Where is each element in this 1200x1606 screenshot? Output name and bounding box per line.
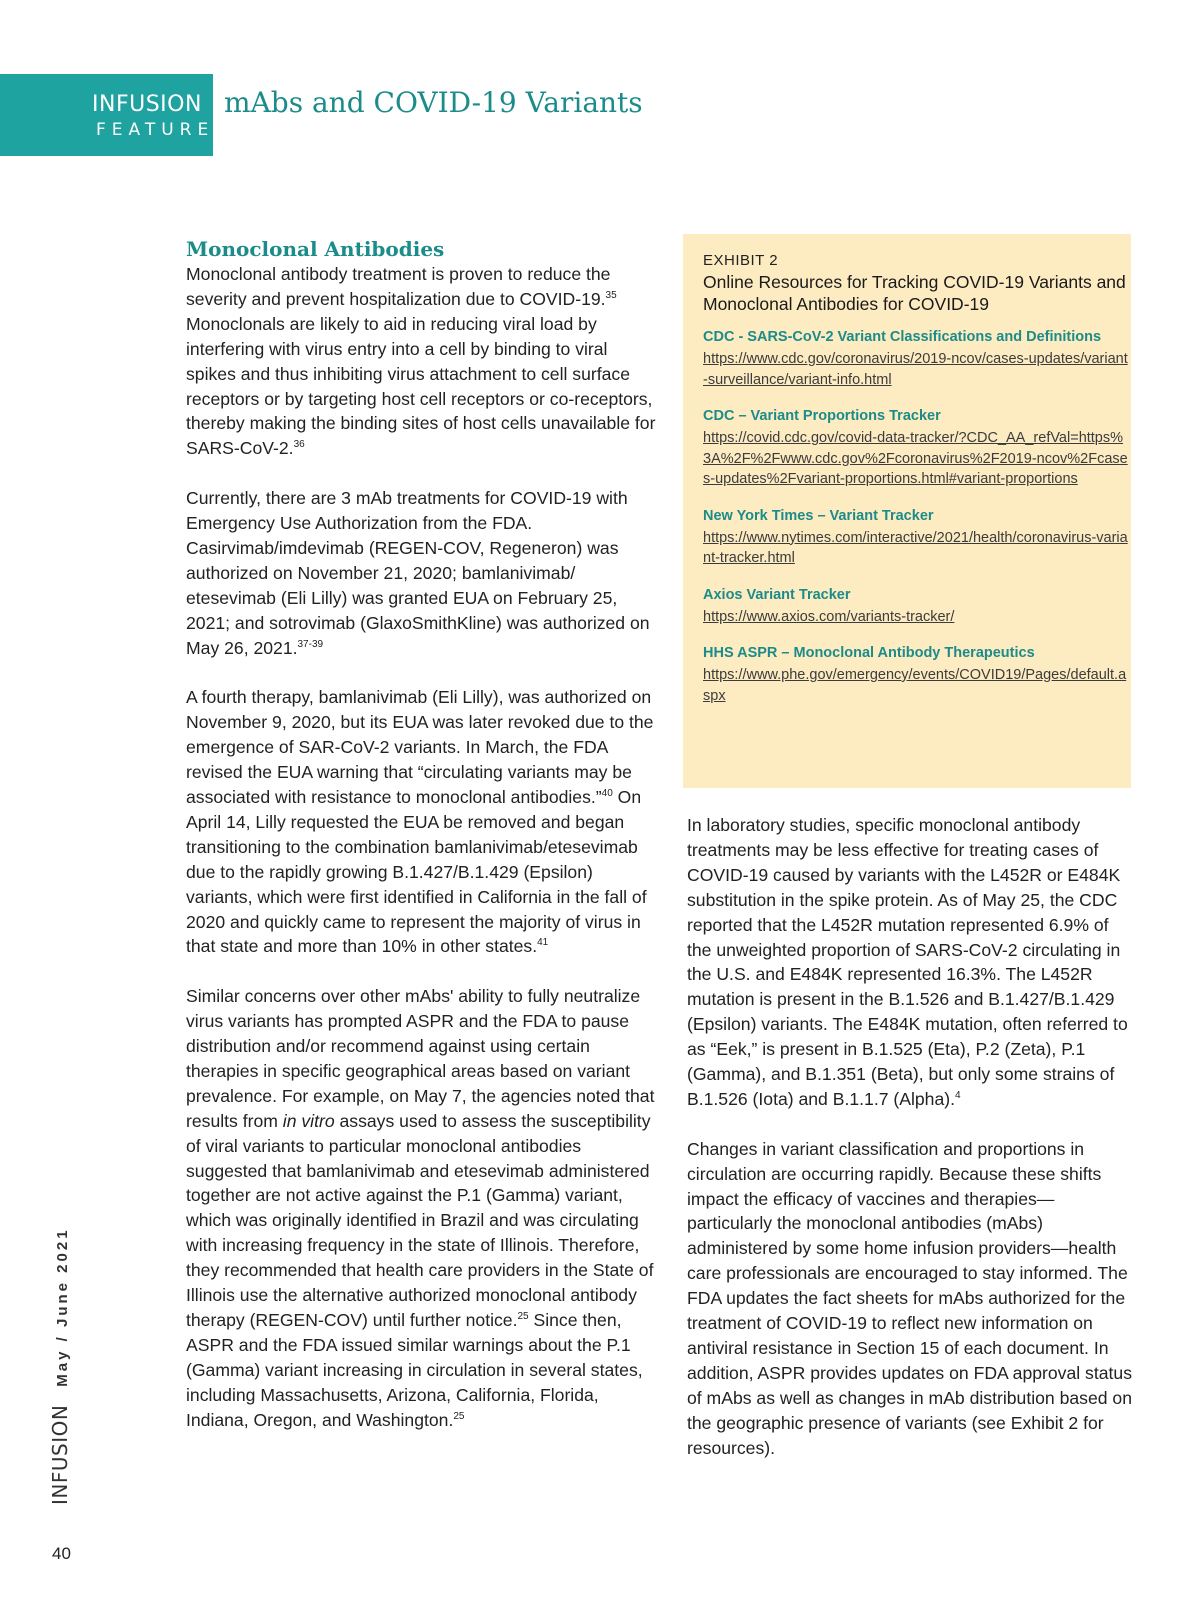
- brand-logo: INFUSION: [92, 92, 202, 117]
- feature-banner: [0, 74, 213, 156]
- citation: 40: [601, 788, 613, 800]
- citation: 36: [293, 439, 305, 451]
- resource-name: CDC - SARS-CoV-2 Variant Classifications and Definitions: [703, 329, 1102, 345]
- resource-name: New York Times – Variant Tracker: [703, 507, 934, 524]
- resource-link[interactable]: https://www.nytimes.com/interactive/2021/health/coronavirus-variant-tracker.html: [703, 529, 1128, 566]
- side-brand: INFUSION: [48, 1404, 72, 1505]
- resource-item: [703, 406, 1131, 490]
- exhibit-title: Online Resources for Tracking COVID-19 Variants and Monoclonal Antibodies for COVID-19: [703, 272, 1126, 314]
- resource-link[interactable]: https://covid.cdc.gov/covid-data-tracker/?CDC_AA_refVal=https%3A%2F%2Fwww.cdc.gov%2Fcoronavirus%2F2019-ncov%2Fcases-updates%2Fvariant-proportions.html#variant-proportions: [703, 430, 1128, 487]
- resource-link[interactable]: https://www.axios.com/variants-tracker/: [703, 608, 955, 625]
- paragraph: Similar concerns over other mAbs' ability to fully neutralize virus variants has prompted ASPR and the FDA to pause distribution and/or recommend against using certain therapies in specific geographical areas based on variant prevalence. For example, on May 7, the agencies noted that results from in vitro assays used to assess the susceptibility of viral variants to particular monoclonal antibodies suggested that bamlanivimab and etesevimab administered together are not active against the P.1 (Gamma) variant, which was originally identified in Brazil and was circulating with increasing frequency in the state of Illinois. Therefore, they recommended that health care providers in the State of Illinois use the alternative authorized monoclonal antibody therapy (REGEN-COV) until further notice.$^{25}$ Since then, ASPR and the FDA issued similar warnings about the P.1 (Gamma) variant increasing in circulation in several states, including Massachusetts, Arizona, California, Florida, Indiana, Oregon, and Washington.$^{25}$: [186, 986, 655, 1430]
- paragraph: Currently, there are 3 mAb treatments for COVID-19 with Emergency Use Authorization from the FDA. Casirvimab/imdevimab (REGEN-COV, Regeneron) was authorized on November 21, 2020; bamlanivimab/ etesevimab (Eli Lilly) was granted EUA on February 25, 2021; and sotrovimab (GlaxoSmithKline) was authorized on May 26, 2021.$^{37-39}$: [186, 488, 650, 658]
- resource-item: [703, 585, 1131, 628]
- left-column: [186, 236, 656, 1457]
- paragraph: In laboratory studies, specific monoclonal antibody treatments may be less effective for treating cases of COVID-19 caused by variants with the L452R or E484K substitution in the spike protein. As of May 25, the CDC reported that the L452R mutation represented 6.9% of the unweighted proportion of SARS-CoV-2 circulating in the U.S. and E484K represented 16.3%. The L452R mutation is present in the B.1.526 and B.1.427/B.1.429 (Epsilon) variants. The E484K mutation, often referred to as “Eek,” is present in B.1.525 (Eta), P.2 (Zeta), P.1 (Gamma), and B.1.351 (Beta), but only some strains of B.1.526 (Iota) and B.1.1.7 (Alpha).$^4$: [687, 815, 1128, 1109]
- paragraph: Changes in variant classification and proportions in circulation are occurring rapidly. Because these shifts impact the efficacy of vaccines and therapies—particularly the monoclonal antibodies (mAbs) administered by some home infusion providers—health care professionals are encouraged to stay informed. The FDA updates the fact sheets for mAbs authorized for the treatment of COVID-19 to reflect new information on antiviral resistance in Section 15 of each document. In addition, ASPR provides updates on FDA approval status of mAbs as well as changes in mAb distribution based on the geographic presence of variants (see Exhibit 2 for resources).: [687, 1138, 1132, 1458]
- resource-name: Axios Variant Tracker: [703, 586, 851, 603]
- exhibit-label: EXHIBIT 2: [703, 252, 779, 269]
- citation: 4: [954, 1090, 961, 1102]
- resource-name: CDC – Variant Proportions Tracker: [703, 408, 941, 424]
- paragraph: Monoclonal antibody treatment is proven to reduce the severity and prevent hospitalization due to COVID-19.35 Monoclonals are likely to aid in reducing viral load by interfering with virus entry into a cell by binding to viral spikes and thus inhibiting virus attachment to cell surface receptors or by targeting host cell receptors or co-receptors, thereby making the binding sites of host cells unavailable for SARS-CoV-2.36: [186, 264, 656, 459]
- resource-item: [703, 506, 1131, 569]
- side-running-footer: [48, 1227, 72, 1505]
- issue-date: May / June 2021: [54, 1227, 71, 1387]
- citation: 37-39: [297, 638, 324, 650]
- exhibit-box: [683, 234, 1131, 788]
- brand-feature-label: FEATURE: [96, 120, 215, 140]
- citation: 35: [605, 290, 617, 302]
- resource-name: HHS ASPR – Monoclonal Antibody Therapeutics: [703, 645, 1035, 661]
- page-title: mAbs and COVID-19 Variants: [224, 86, 643, 119]
- page-number: 40: [52, 1544, 71, 1563]
- citation: 25: [517, 1311, 529, 1323]
- section-heading: Monoclonal Antibodies: [186, 237, 445, 261]
- resource-item: [703, 643, 1131, 706]
- resource-item: [703, 327, 1131, 390]
- citation: 25: [453, 1410, 465, 1422]
- right-column: [687, 813, 1137, 1485]
- resource-link[interactable]: https://www.phe.gov/emergency/events/COVID19/Pages/default.aspx: [703, 667, 1127, 704]
- paragraph: A fourth therapy, bamlanivimab (Eli Lilly), was authorized on November 9, 2020, but its EUA was later revoked due to the emergence of SAR-CoV-2 variants. In March, the FDA revised the EUA warning that “circulating variants may be associated with resistance to monoclonal antibodies.”$^{40}$ On April 14, Lilly requested the EUA be removed and began transitioning to the combination bamlanivimab/etesevimab due to the rapidly growing B.1.427/B.1.429 (Epsilon) variants, which were first identified in California in the fall of 2020 and quickly came to represent the majority of virus in that state and more than 10% in other states.$^{41}$: [186, 687, 654, 957]
- resource-link[interactable]: https://www.cdc.gov/coronavirus/2019-ncov/cases-updates/variant-surveillance/variant-info.html: [703, 351, 1128, 388]
- citation: 41: [537, 937, 549, 949]
